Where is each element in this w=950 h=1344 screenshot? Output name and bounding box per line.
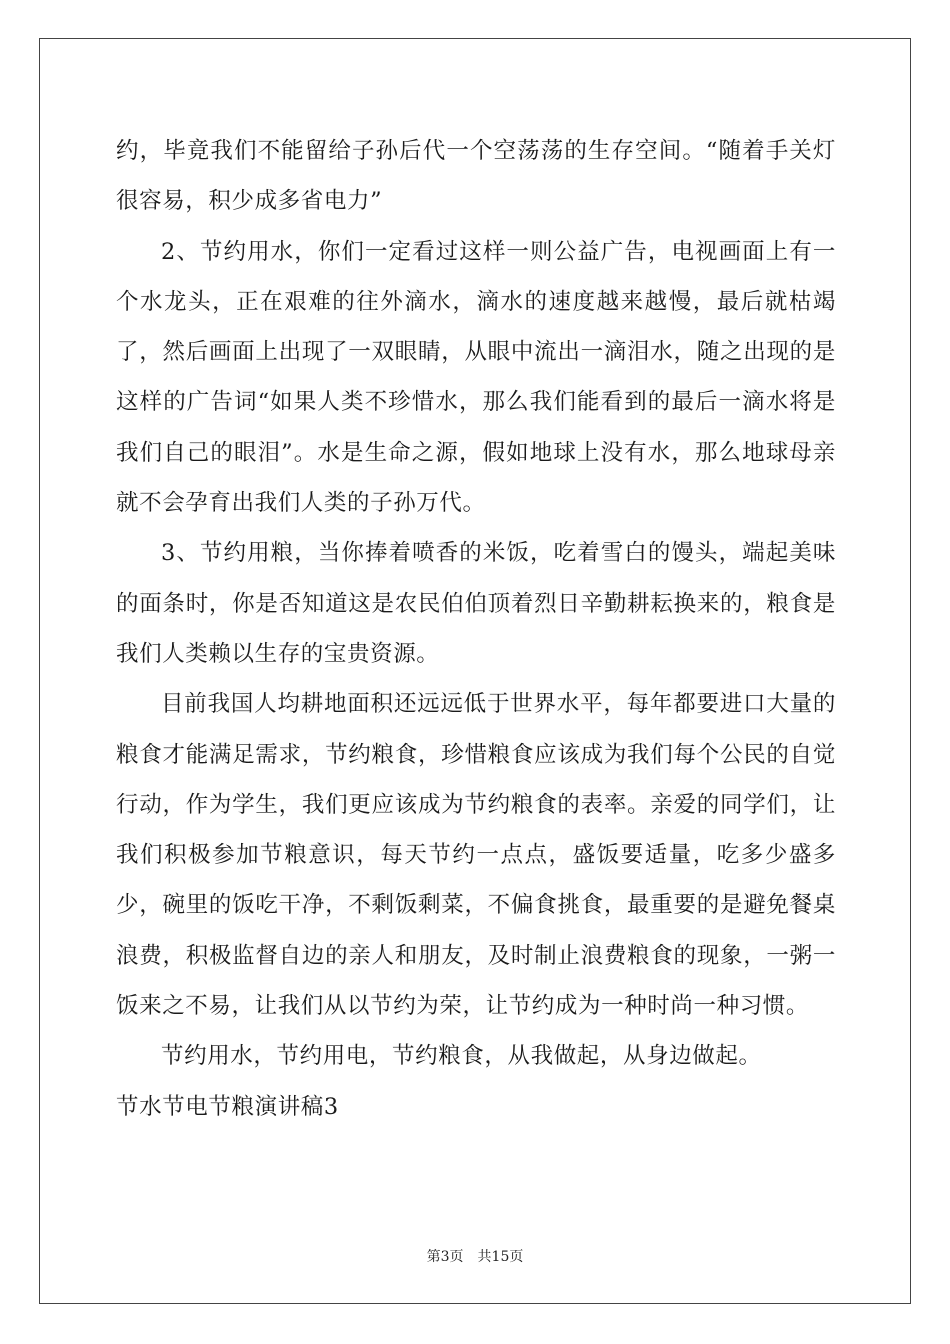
page-footer [0,1246,950,1266]
section-title: 节水节电节粮演讲稿3 [116,1093,339,1120]
paragraph-5: 节约用水，节约用电，节约粮食，从我做起，从身边做起。 [161,1043,762,1070]
paragraph-1: 约，毕竟我们不能留给子孙后代一个空荡荡的生存空间。“随着手关灯很容易，积少成多省电力” [116,138,836,215]
page-number: 第3页 [426,1249,464,1265]
paragraph-3: 3、节约用粮，当你捧着喷香的米饭，吃着雪白的馒头，端起美味的面条时，你是否知道这是农民伯伯顶着烈日辛勤耕耘换来的，粮食是我们人类赖以生存的宝贵资源。 [116,540,836,667]
paragraph-2: 2、节约用水，你们一定看过这样一则公益广告，电视画面上有一个水龙头，正在艰难的往外滴水，滴水的速度越来越慢，最后就枯竭了，然后画面上出现了一双眼睛，从眼中流出一滴泪水，随之出现的是这样的广告词“如果人类不珍惜水，那么我们能看到的最后一滴水将是我们自己的眼泪”。水是生命之源，假如地球上没有水，那么地球母亲就不会孕育出我们人类的子孙万代。 [116,238,836,517]
document-body [116,126,836,1132]
paragraph-4: 目前我国人均耕地面积还远远低于世界水平，每年都要进口大量的粮食才能满足需求，节约粮食，珍惜粮食应该成为我们每个公民的自觉行动，作为学生，我们更应该成为节约粮食的表率。亲爱的同学们，让我们积极参加节粮意识，每天节约一点点，盛饭要适量，吃多少盛多少，碗里的饭吃干净，不剩饭剩菜，不偏食挑食，最重要的是避免餐桌浪费，积极监督自边的亲人和朋友，及时制止浪费粮食的现象，一粥一饭来之不易，让我们从以节约为荣，让节约成为一种时尚一种习惯。 [116,691,836,1020]
page-total: 共15页 [477,1249,524,1265]
